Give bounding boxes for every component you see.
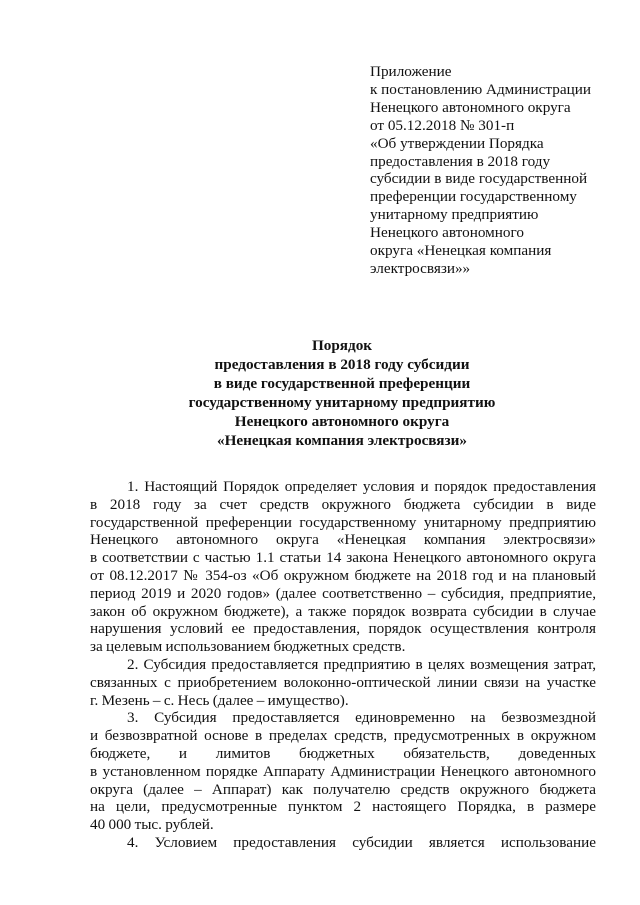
appendix-line: от 05.12.2018 № 301-п <box>370 116 515 134</box>
title-line: Ненецкого автономного округа <box>234 412 450 430</box>
appendix-line: Ненецкого автономного <box>370 224 524 242</box>
appendix-line: Ненецкого автономного округа <box>370 98 571 116</box>
paragraph-line: нарушения условий ее предоставления, порядок осуществления контроля <box>90 620 596 638</box>
document-body <box>90 478 596 852</box>
paragraph-line: Ненецкого автономного округа «Ненецкая компания электросвязи» <box>90 531 596 549</box>
paragraph-line: 2. Субсидия предоставляется предприятию в целях возмещения затрат, <box>127 655 596 673</box>
title-line: Порядок <box>311 337 373 354</box>
paragraph-line: на цели, предусмотренные пунктом 2 настоящего Порядка, в размере <box>90 798 596 816</box>
paragraph-line: от 08.12.2017 № 354-оз «Об окружном бюджете на 2018 год и на плановый <box>90 566 596 584</box>
appendix-line: электросвязи»» <box>370 259 471 277</box>
paragraph-line: 4. Условием предоставления субсидии является использование <box>127 833 596 851</box>
title-line: в виде государственной преференции <box>213 374 471 392</box>
paragraph-line: в 2018 году за счет средств окружного бюджета субсидии в виде <box>90 495 596 513</box>
appendix-line: преференции государственному <box>370 188 577 206</box>
paragraph-line: и безвозвратной основе в пределах средств, предусмотренных в окружном <box>90 727 596 745</box>
appendix-line: «Об утверждении Порядка <box>370 134 544 152</box>
appendix-line: предоставления в 2018 году <box>370 152 551 170</box>
paragraph-2 <box>90 656 596 709</box>
appendix-line: к постановлению Администрации <box>370 80 591 98</box>
paragraph-line: 40 000 тыс. рублей. <box>90 816 214 834</box>
paragraph-line: за целевым использованием бюджетных средств. <box>90 638 406 656</box>
paragraph-line: период 2019 и 2020 годов» (далее соответственно – субсидия, предприятие, <box>90 584 596 602</box>
appendix-reference <box>370 63 620 278</box>
paragraph-line: бюджете, и лимитов бюджетных обязательств, доведенных <box>90 744 596 762</box>
paragraph-4 <box>90 834 596 852</box>
paragraph-line: закон об окружном бюджете), а также порядок возврата субсидии в случае <box>90 602 596 620</box>
title-line: государственному унитарному предприятию <box>188 393 496 411</box>
paragraph-3 <box>90 709 596 834</box>
title-line: «Ненецкая компания электросвязи» <box>217 431 467 449</box>
paragraph-line: связанных с приобретением волоконно-оптической линии связи на участке <box>90 673 596 691</box>
paragraph-line: 1. Настоящий Порядок определяет условия и порядок предоставления <box>127 478 596 495</box>
paragraph-line: 3. Субсидия предоставляется единовременно на безвозмездной <box>127 709 596 727</box>
appendix-line: унитарному предприятию <box>370 206 539 224</box>
title-line: предоставления в 2018 году субсидии <box>214 355 470 373</box>
appendix-line: округа «Ненецкая компания <box>370 242 552 260</box>
paragraph-line: округа (далее – Аппарат) как получателю средств окружного бюджета <box>90 780 596 798</box>
appendix-line: субсидии в виде государственной <box>370 170 588 188</box>
paragraph-1 <box>90 478 596 656</box>
appendix-line: Приложение <box>370 63 452 80</box>
paragraph-line: г. Мезень – с. Несь (далее – имущество). <box>90 691 349 709</box>
paragraph-line: государственной преференции государственному унитарному предприятию <box>90 513 596 531</box>
paragraph-line: в установленном порядке Аппарату Администрации Ненецкого автономного <box>90 762 596 780</box>
paragraph-line: в соответствии с частью 1.1 статьи 14 закона Ненецкого автономного округа <box>90 549 596 567</box>
document-title <box>60 337 624 450</box>
